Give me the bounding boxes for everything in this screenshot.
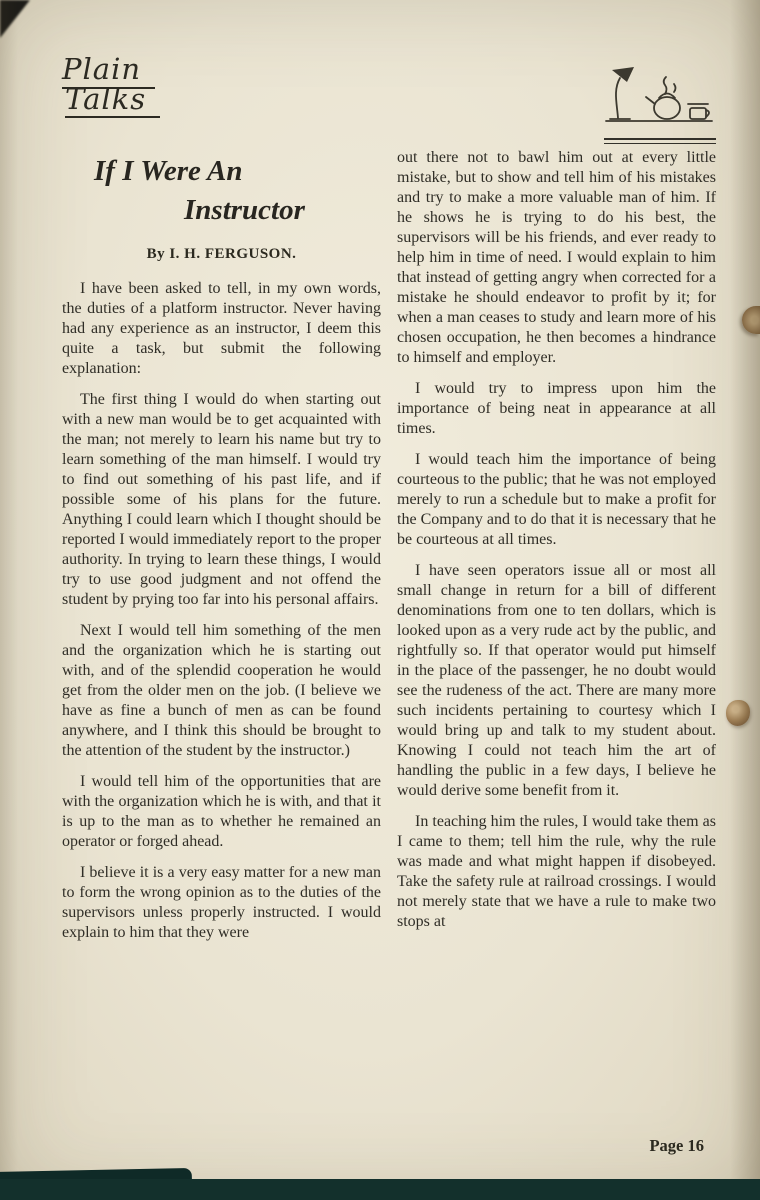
paragraph-left-5: I believe it is a very easy matter for a new man to form the wrong opinion as to the duties of the supervisors unless properly instructed. I would explain to him that they were <box>62 864 381 942</box>
title-line-2: Instructor <box>184 194 305 227</box>
page-edge-shadow-right <box>730 0 760 1200</box>
title-line-1: If I Were An <box>94 155 243 187</box>
masthead-illustration-block <box>604 56 716 144</box>
left-column <box>62 148 381 954</box>
masthead <box>62 52 716 144</box>
page-footer <box>649 1136 704 1156</box>
paragraph-right-2: I would try to impress upon him the importance of being neat in appearance at all times. <box>397 380 716 437</box>
page-number: Page 16 <box>649 1136 704 1155</box>
paragraph-right-3: I would teach him the importance of being courteous to the public; that he was not employed merely to run a schedule but to make a profit for the Company and to do that it is necessary that he be courteous at all times. <box>397 451 716 548</box>
paragraph-right-5: In teaching him the rules, I would take them as I came to them; tell him the rule, why the rule was made and what might happen if disobeyed. Take the safety rule at railroad crossings. I would not merely state that we have a rule to make two stops at <box>397 813 716 930</box>
lamp-and-kettle-illustration-icon <box>604 56 716 128</box>
right-column <box>397 148 716 954</box>
article-body <box>62 148 716 954</box>
paragraph-left-3: Next I would tell him something of the men and the organization which he is starting out with, and of the splendid cooperation he would get from the older men on the job. (I believe we have as fine a bunch of men as can be found anywhere, and I think this should be brought to the attention of the student by the instructor.) <box>62 622 381 760</box>
article-title <box>62 152 381 230</box>
article-byline: By I. H. FERGUSON. <box>146 246 297 263</box>
logo-word-talks: Talks <box>65 86 160 119</box>
paragraph-left-1: I have been asked to tell, in my own words, the duties of a platform instructor. Never having had any experience as an instructor, I deem this quite a task, but submit the following explanation: <box>62 280 381 378</box>
paragraph-left-4: I would tell him of the opportunities that are with the organization which he is with, and that it is up to the man as to whether he remained an operator or forged ahead. <box>62 773 381 851</box>
page-edge-shadow-left <box>0 0 18 1200</box>
masthead-double-rule <box>604 138 716 144</box>
plain-talks-logo <box>62 52 160 118</box>
paragraph-right-4: I have seen operators issue all or most all small change in return for a bill of different denominations from one to ten dollars, which is looked upon as a very rude act by the public, and rightfully so. If that operator would put himself in the place of the passenger, he no doubt would see the rudeness of the act. There are many more such incidents pertaining to courtesy which I would bring up and talk to my student about. Knowing I could not teach him the art of handling the public in a few days, I believe he would derive some benefit from it. <box>397 562 716 799</box>
paragraph-left-2: The first thing I would do when starting out with a new man would be to get acquainted with the man; not merely to learn his name but try to learn something of the man himself. I would try to find out something of his past life, and if possible some of his plans for the future. Anything I could learn which I thought should be reported I would immediately report to the proper authority. In trying to learn these things, I would try to use good judgment and not offend the student by prying too far into his personal affairs. <box>62 391 381 609</box>
scan-bottom-strip <box>0 1179 760 1200</box>
logo-word-plain: Plain <box>62 56 155 89</box>
paragraph-right-1: out there not to bawl him out at every little mistake, but to show and tell him of his mistakes and try to make a more valuable man of him. If he shows he is trying to do his best, the supervisors will be his friends, and ever ready to help him in time of need. I would explain to him that instead of getting angry when corrected for a mistake he should endeavor to profit by it; for when a man ceases to study and learn more of his chosen occupation, he then becomes a hindrance to himself and employer. <box>397 149 716 366</box>
